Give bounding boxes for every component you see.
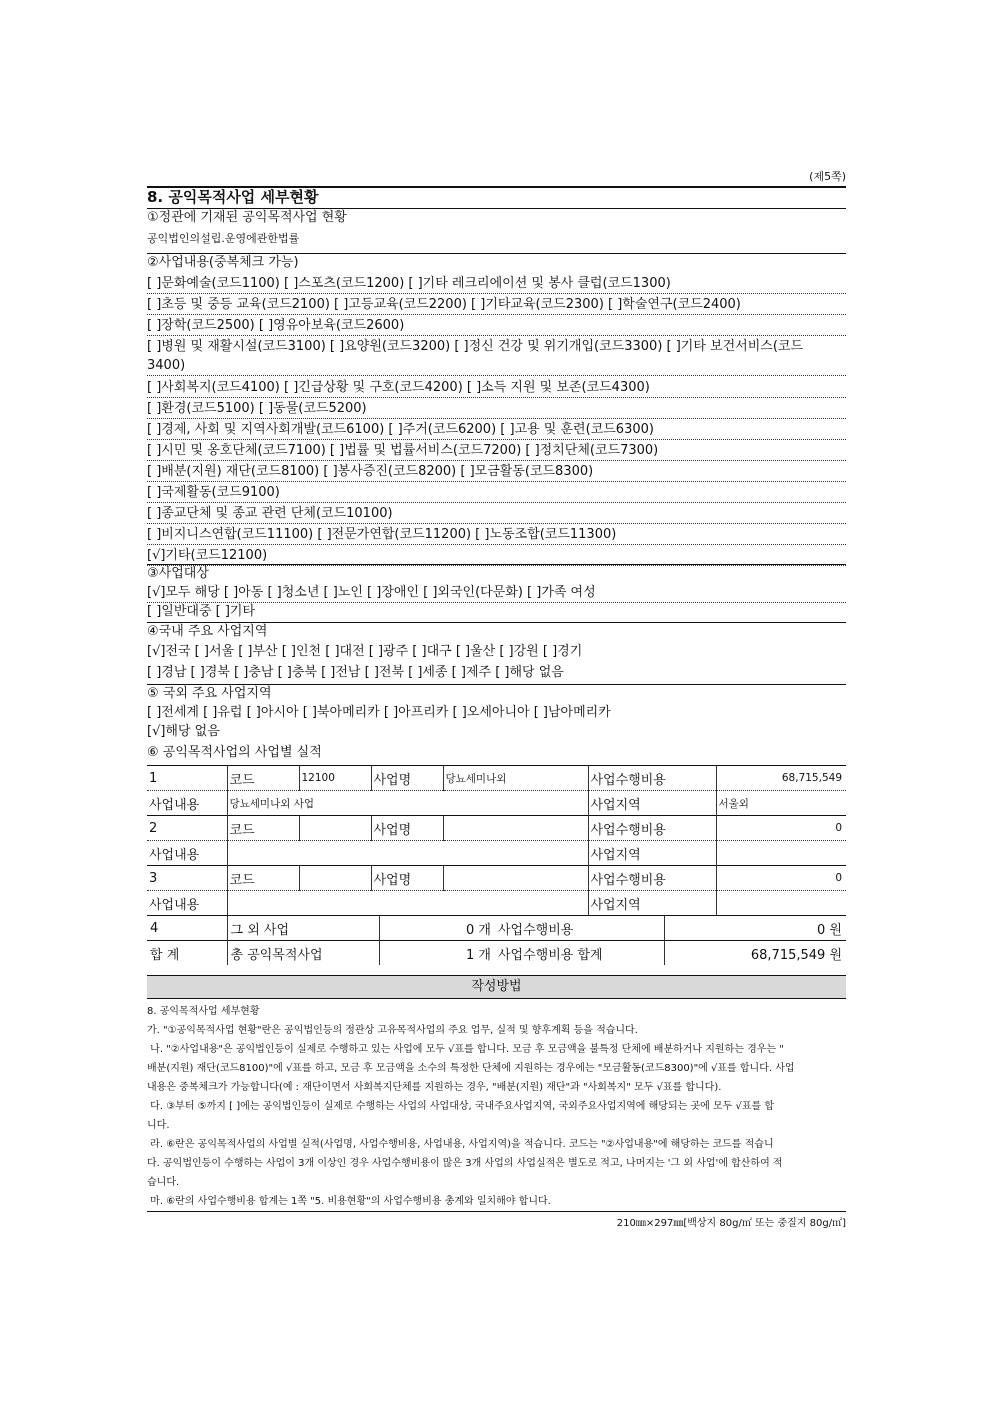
paper-spec-footer: 210㎜×297㎜[백상지 80g/㎡ 또는 중질지 80g/㎡]	[147, 1211, 846, 1229]
s2-line-2: [ ]초등 및 중등 교육(코드2100) [ ]고등교육(코드2200) [ ]기타교육(코드2300) [ ]학술연구(코드2400)	[147, 295, 846, 315]
total-row	[147, 941, 846, 966]
project-name	[443, 866, 588, 891]
howto-line-9: 다. 공익법인등이 수행하는 사업이 3개 이상인 경우 사업수행비용이 많은 3개 사업의 사업실적은 별도로 적고, 나머지는 '그 외 사업'에 합산하여 적	[147, 1158, 783, 1169]
project-no: 2	[147, 816, 227, 841]
project-detail-row	[147, 791, 846, 816]
s2-line-5: 3400)	[147, 356, 846, 376]
s2-heading: ②사업내용(중복체크 가능)	[147, 253, 846, 274]
project-no: 1	[147, 766, 227, 791]
howto-line-1: 8. 공익목적사업 세부현황	[147, 1006, 260, 1017]
name-label: 사업명	[371, 816, 443, 841]
other-count: 0 개	[379, 916, 495, 941]
project-no: 3	[147, 866, 227, 891]
other-no: 4	[147, 916, 227, 941]
s5-line-1: [ ]전세계 [ ]유럽 [ ]아시아 [ ]북아메리카 [ ]아프리카 [ ]오세아니아 [ ]남아메리카	[147, 705, 611, 720]
project-cost: 0	[716, 816, 846, 841]
s5-heading: ⑤ 국외 주요 사업지역	[147, 684, 846, 704]
project-row	[147, 866, 846, 891]
project-code: 12100	[299, 766, 371, 791]
total-cost-label: 사업수행비용 합계	[495, 941, 664, 966]
project-name: 당뇨세미나외	[443, 766, 588, 791]
project-region: 서울외	[716, 791, 846, 816]
s1-text: 공익법인의설립.운영에관한법률	[147, 232, 300, 245]
s4-heading: ④국내 주요 사업지역	[147, 622, 846, 642]
project-table	[147, 765, 846, 915]
content-label: 사업내용	[147, 891, 227, 916]
project-content	[227, 841, 588, 866]
cost-label: 사업수행비용	[588, 816, 716, 841]
project-region	[716, 891, 846, 916]
s2-line-11: [ ]국제활동(코드9100)	[147, 483, 846, 503]
howto-line-8: 라. ⑥란은 공익목적사업의 사업별 실적(사업명, 사업수행비용, 사업내용, 사업지역)을 적습니다. 코드는 "②사업내용"에 해당하는 코드를 적습니	[147, 1139, 774, 1150]
s3-heading: ③사업대상	[147, 564, 846, 584]
cost-label: 사업수행비용	[588, 866, 716, 891]
project-detail-row	[147, 841, 846, 866]
s5-line-2: [√]해당 없음	[147, 724, 220, 739]
s3-line-1: [√]모두 해당 [ ]아동 [ ]청소년 [ ]노인 [ ]장애인 [ ]외국인(다문화) [ ]가족 여성	[147, 583, 846, 603]
s2-line-14: [√]기타(코드12100)	[147, 546, 846, 566]
s1-heading: ①정관에 기재된 공익목적사업 현황	[147, 208, 846, 229]
s2-line-9: [ ]시민 및 옹호단체(코드7100) [ ]법률 및 법률서비스(코드7200) [ ]정치단체(코드7300)	[147, 441, 846, 461]
code-label: 코드	[227, 766, 299, 791]
s2-line-7: [ ]환경(코드5100) [ ]동물(코드5200)	[147, 399, 846, 419]
s2-line-1: [ ]문화예술(코드1100) [ ]스포츠(코드1200) [ ]기타 레크리에이션 및 봉사 클럽(코드1300)	[147, 274, 846, 294]
other-cost-label: 사업수행비용	[495, 916, 664, 941]
s2-line-8: [ ]경제, 사회 및 지역사회개발(코드6100) [ ]주거(코드6200) [ ]고용 및 훈련(코드6300)	[147, 420, 846, 440]
name-label: 사업명	[371, 766, 443, 791]
total-no: 합 계	[147, 941, 227, 966]
s3-line-2: [ ]일반대중 [ ]기타	[147, 604, 256, 619]
s2-line-6: [ ]사회복지(코드4100) [ ]긴급상황 및 구호(코드4200) [ ]소득 지원 및 보존(코드4300)	[147, 378, 846, 398]
s2-line-10: [ ]배분(지원) 재단(코드8100) [ ]봉사증진(코드8200) [ ]모금활동(코드8300)	[147, 462, 846, 482]
region-label: 사업지역	[588, 841, 716, 866]
project-name	[443, 816, 588, 841]
project-cost: 68,715,549	[716, 766, 846, 791]
howto-line-7: 니다.	[147, 1120, 170, 1131]
howto-line-10: 습니다.	[147, 1177, 180, 1188]
summary-table	[147, 915, 846, 965]
total-label: 총 공익목적사업	[227, 941, 379, 966]
page-number: (제5쪽)	[809, 170, 846, 183]
s6-heading: ⑥ 공익목적사업의 사업별 실적	[147, 745, 322, 760]
name-label: 사업명	[371, 866, 443, 891]
code-label: 코드	[227, 816, 299, 841]
region-label: 사업지역	[588, 791, 716, 816]
other-cost: 0 원	[664, 916, 846, 941]
s4-line-2: [ ]경남 [ ]경북 [ ]충남 [ ]충북 [ ]전남 [ ]전북 [ ]세종 [ ]제주 [ ]해당 없음	[147, 665, 564, 680]
howto-line-11: 마. ⑥란의 사업수행비용 합계는 1쪽 "5. 비용현황"의 사업수행비용 총계와 일치해야 합니다.	[147, 1196, 551, 1207]
section-title: 8. 공익목적사업 세부현황	[147, 186, 846, 210]
s2-line-3: [ ]장학(코드2500) [ ]영유아보육(코드2600)	[147, 316, 846, 336]
howto-line-5: 내용은 중복체크가 가능합니다(예 : 재단이면서 사회복지단체를 지원하는 경우, "배분(지원) 재단"과 "사회복지" 모두 √표를 합니다).	[147, 1082, 722, 1093]
project-cost: 0	[716, 866, 846, 891]
s2-line-12: [ ]종교단체 및 종교 관련 단체(코드10100)	[147, 504, 846, 524]
region-label: 사업지역	[588, 891, 716, 916]
content-label: 사업내용	[147, 791, 227, 816]
howto-line-2: 가. "①공익목적사업 현황"란은 공익법인등의 정관상 고유목적사업의 주요 업무, 실적 및 향후계획 등을 적습니다.	[147, 1025, 638, 1036]
howto-line-4: 배분(지원) 재단(코드8100)"에 √표를 하고, 모금 후 모금액을 소수의 특정한 단체에 지원하는 경우에는 "모금활동(코드8300)"에 √표를 합니다. 사업	[147, 1063, 795, 1074]
project-content	[227, 891, 588, 916]
s2-line-4: [ ]병원 및 재활시설(코드3100) [ ]요양원(코드3200) [ ]정신 건강 및 위기개입(코드3300) [ ]기타 보건서비스(코드	[147, 339, 804, 354]
project-code	[299, 816, 371, 841]
s4-line-1: [√]전국 [ ]서울 [ ]부산 [ ]인천 [ ]대전 [ ]광주 [ ]대구 [ ]울산 [ ]강원 [ ]경기	[147, 644, 583, 659]
project-content: 당뇨세미나외 사업	[227, 791, 588, 816]
howto-line-6: 다. ③부터 ⑤까지 [ ]에는 공익법인등이 실제로 수행하는 사업의 사업대상, 국내주요사업지역, 국외주요사업지역에 해당되는 곳에 모두 √표를 합	[147, 1101, 774, 1112]
howto-heading: 작성방법	[147, 975, 846, 999]
project-row	[147, 816, 846, 841]
other-projects-row	[147, 916, 846, 941]
howto-notes	[147, 1002, 846, 1211]
howto-line-3: 나. "②사업내용"은 공익법인등이 실제로 수행하고 있는 사업에 모두 √표를 합니다. 모금 후 모금액을 불특정 단체에 배분하거나 지원하는 경우는 "	[147, 1044, 784, 1055]
project-region	[716, 841, 846, 866]
project-row	[147, 766, 846, 791]
code-label: 코드	[227, 866, 299, 891]
total-cost: 68,715,549 원	[664, 941, 846, 966]
other-label: 그 외 사업	[227, 916, 379, 941]
project-code	[299, 866, 371, 891]
s2-line-13: [ ]비지니스연합(코드11100) [ ]전문가연합(코드11200) [ ]노동조합(코드11300)	[147, 525, 846, 545]
cost-label: 사업수행비용	[588, 766, 716, 791]
project-detail-row	[147, 891, 846, 916]
total-count: 1 개	[379, 941, 495, 966]
content-label: 사업내용	[147, 841, 227, 866]
